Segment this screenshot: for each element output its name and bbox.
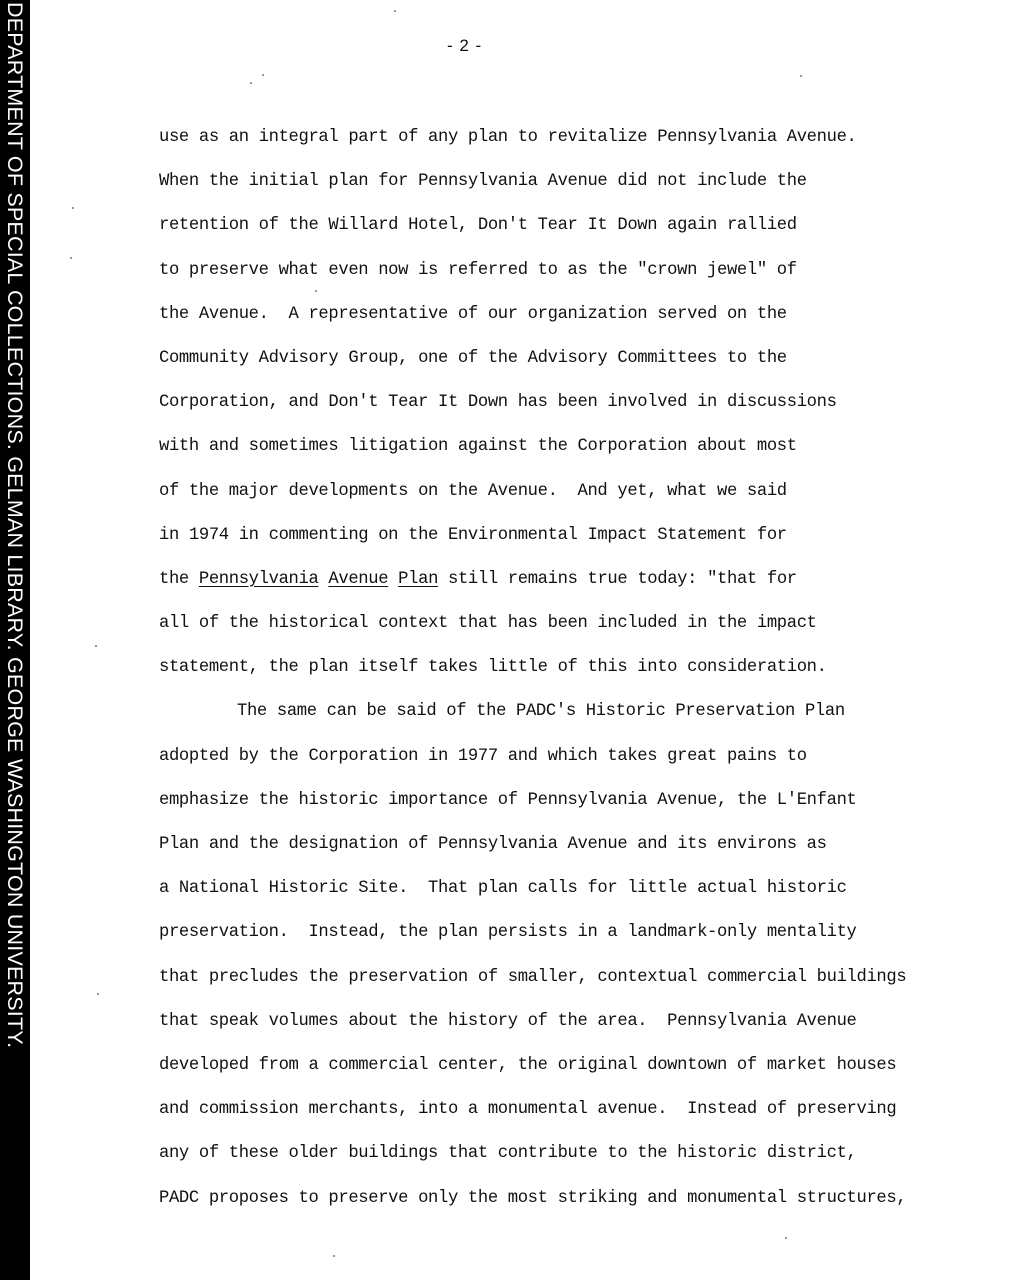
underlined-title-word: Avenue (328, 569, 389, 589)
scan-speck (262, 74, 264, 76)
scan-speck (315, 290, 317, 292)
text-line: that speak volumes about the history of the area. Pennsylvania Avenue (159, 1011, 857, 1031)
page-number: - 2 - (447, 36, 483, 55)
text-line: When the initial plan for Pennsylvania Avenue did not include the (159, 172, 807, 192)
line-suffix: still remains true today: "that for (438, 569, 797, 589)
text-line: any of these older buildings that contribute to the historic district, (159, 1144, 857, 1164)
text-line: retention of the Willard Hotel, Don't Tear It Down again rallied (159, 216, 797, 236)
scan-speck (72, 207, 74, 209)
scan-speck (800, 75, 802, 77)
text-line: Community Advisory Group, one of the Advisory Committees to the (159, 348, 787, 368)
scan-speck (333, 1255, 335, 1257)
text-line: developed from a commercial center, the original downtown of market houses (159, 1055, 897, 1075)
underlined-title-word: Plan (398, 569, 439, 589)
text-line: of the major developments on the Avenue. And yet, what we said (159, 481, 787, 501)
paragraph-first-line: The same can be said of the PADC's Historic Preservation Plan (237, 702, 845, 722)
text-line: adopted by the Corporation in 1977 and which takes great pains to (159, 746, 807, 766)
document-body (159, 124, 906, 1229)
archive-stamp-text: DEPARTMENT OF SPECIAL COLLECTIONS. GELMAN LIBRARY. GEORGE WASHINGTON UNIVERSITY. (3, 2, 27, 1049)
text-line: all of the historical context that has been included in the impact (159, 614, 817, 634)
text-line: that precludes the preservation of smaller, contextual commercial buildings (159, 967, 907, 987)
text-line: use as an integral part of any plan to revitalize Pennsylvania Avenue. (159, 128, 857, 147)
scan-speck (95, 645, 97, 647)
text-line: Corporation, and Don't Tear It Down has been involved in discussions (159, 393, 837, 413)
text-line: to preserve what even now is referred to as the "crown jewel" of (159, 260, 797, 280)
text-line: a National Historic Site. That plan calls for little actual historic (159, 879, 847, 899)
text-line: with and sometimes litigation against the Corporation about most (159, 437, 797, 457)
archive-stamp-strip (0, 0, 30, 1280)
scan-speck (394, 10, 396, 12)
text-line: emphasize the historic importance of Pennsylvania Avenue, the L'Enfant (159, 790, 857, 810)
text-line: in 1974 in commenting on the Environmental Impact Statement for (159, 525, 787, 545)
text-line: the Avenue. A representative of our organization served on the (159, 304, 787, 324)
scan-speck (250, 82, 252, 84)
text-line: Plan and the designation of Pennsylvania Avenue and its environs as (159, 835, 827, 854)
text-line: and commission merchants, into a monumental avenue. Instead of preserving (159, 1100, 897, 1120)
underlined-title-word: Pennsylvania (198, 569, 319, 589)
scan-speck (70, 257, 72, 259)
scan-speck (785, 1237, 787, 1239)
text-line-with-title (159, 566, 906, 610)
text-line: statement, the plan itself takes little of this into consideration. (159, 658, 827, 678)
text-line: preservation. Instead, the plan persists in a landmark-only mentality (159, 923, 857, 943)
text-line: PADC proposes to preserve only the most striking and monumental structures, (159, 1188, 907, 1208)
line-prefix: the (159, 569, 199, 589)
scan-speck (97, 993, 99, 995)
